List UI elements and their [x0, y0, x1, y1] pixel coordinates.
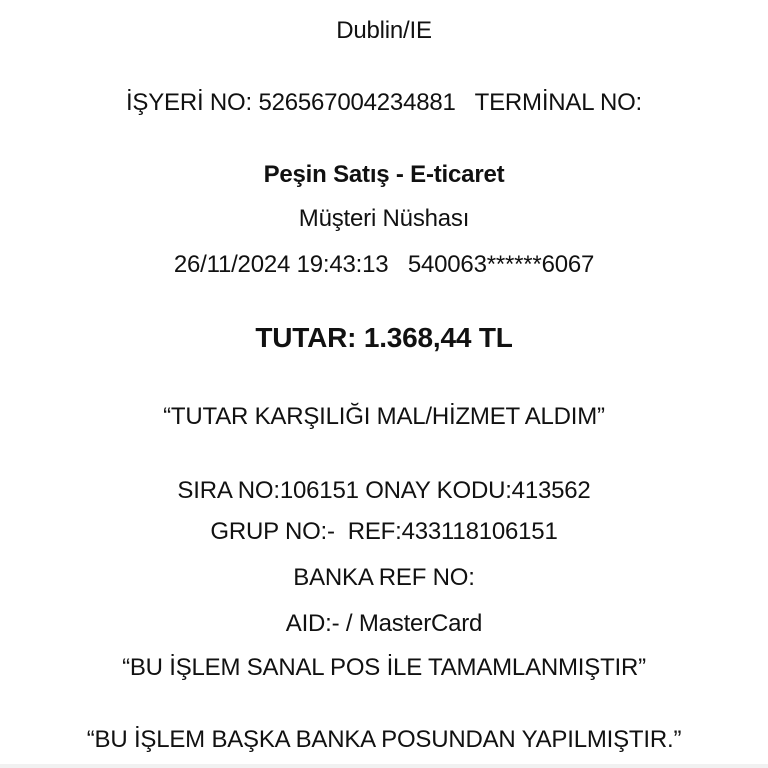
- amount-total: TUTAR: 1.368,44 TL: [255, 322, 513, 353]
- transaction-type: Peşin Satış - E-ticaret: [263, 161, 505, 188]
- acknowledgement-text: “TUTAR KARŞILIĞI MAL/HİZMET ALDIM”: [163, 403, 605, 430]
- group-reference: GRUP NO:- REF:433118106151: [210, 518, 558, 545]
- copy-label: Müşteri Nüshası: [298, 205, 470, 232]
- location-text: Dublin/IE: [336, 17, 432, 44]
- bank-reference: BANKA REF NO:: [293, 564, 475, 591]
- bottom-divider: [0, 764, 768, 768]
- merchant-terminal-line: İŞYERİ NO: 526567004234881 TERMİNAL NO:: [125, 89, 643, 116]
- aid-card-brand: AID:- / MasterCard: [285, 610, 483, 637]
- other-bank-note: “BU İŞLEM BAŞKA BANKA POSUNDAN YAPILMIŞTIR.”: [86, 726, 682, 753]
- sequence-approval-code: SIRA NO:106151 ONAY KODU:413562: [177, 477, 591, 504]
- virtual-pos-note: “BU İŞLEM SANAL POS İLE TAMAMLANMIŞTIR”: [122, 654, 646, 681]
- datetime-card-number: 26/11/2024 19:43:13 540063******6067: [173, 251, 595, 278]
